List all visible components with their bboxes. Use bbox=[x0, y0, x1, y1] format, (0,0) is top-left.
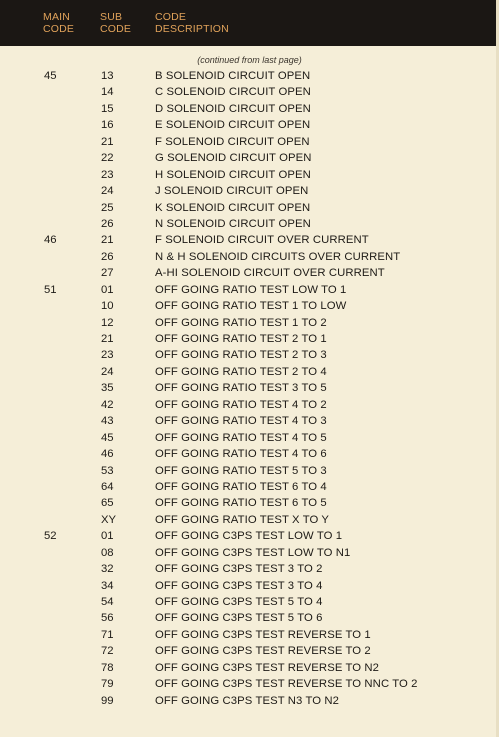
table-row bbox=[0, 693, 499, 709]
table-row bbox=[0, 183, 499, 199]
sub-code-cell: 26 bbox=[101, 250, 114, 263]
table-row bbox=[0, 84, 499, 100]
code-description-cell: OFF GOING C3PS TEST LOW TO 1 bbox=[155, 530, 343, 543]
table-row bbox=[0, 610, 499, 626]
code-description-cell: D SOLENOID CIRCUIT OPEN bbox=[155, 102, 311, 115]
main-code-cell: 51 bbox=[44, 283, 57, 296]
code-description-cell: OFF GOING C3PS TEST REVERSE TO NNC TO 2 bbox=[155, 678, 418, 691]
code-description-cell: OFF GOING RATIO TEST 5 TO 3 bbox=[155, 464, 327, 477]
table-row bbox=[0, 249, 499, 265]
sub-code-cell: 01 bbox=[101, 530, 114, 543]
sub-code-cell: 43 bbox=[101, 415, 114, 428]
table-row bbox=[0, 101, 499, 117]
code-description-cell: OFF GOING RATIO TEST 2 TO 4 bbox=[155, 365, 327, 378]
code-description-header-line-1: CODE bbox=[155, 11, 187, 23]
sub-code-cell: 32 bbox=[101, 563, 114, 576]
code-description-cell: C SOLENOID CIRCUIT OPEN bbox=[155, 86, 311, 99]
sub-code-cell: 24 bbox=[101, 185, 114, 198]
table-row bbox=[0, 331, 499, 347]
table-row bbox=[0, 397, 499, 413]
table-row bbox=[0, 134, 499, 150]
code-description-header-line-2: DESCRIPTION bbox=[155, 23, 229, 35]
sub-code-cell: 79 bbox=[101, 678, 114, 691]
sub-code-cell: 21 bbox=[101, 234, 114, 247]
sub-code-cell: 16 bbox=[101, 119, 114, 132]
code-description-cell: N SOLENOID CIRCUIT OPEN bbox=[155, 217, 311, 230]
table-row bbox=[0, 68, 499, 84]
sub-code-cell: 08 bbox=[101, 546, 114, 559]
table-row bbox=[0, 282, 499, 298]
code-description-cell: OFF GOING RATIO TEST 4 TO 2 bbox=[155, 398, 327, 411]
table-row bbox=[0, 167, 499, 183]
table-row bbox=[0, 364, 499, 380]
sub-code-cell: 25 bbox=[101, 201, 114, 214]
table-row bbox=[0, 430, 499, 446]
code-description-cell: OFF GOING C3PS TEST REVERSE TO 2 bbox=[155, 645, 371, 658]
code-description-cell: OFF GOING RATIO TEST 2 TO 3 bbox=[155, 349, 327, 362]
code-description-cell: F SOLENOID CIRCUIT OVER CURRENT bbox=[155, 234, 369, 247]
table-row bbox=[0, 627, 499, 643]
table-row bbox=[0, 413, 499, 429]
code-description-cell: OFF GOING C3PS TEST LOW TO N1 bbox=[155, 546, 351, 559]
code-description-cell: OFF GOING RATIO TEST 6 TO 4 bbox=[155, 480, 327, 493]
code-description-cell: OFF GOING RATIO TEST 4 TO 6 bbox=[155, 448, 327, 461]
table-row bbox=[0, 265, 499, 281]
code-description-cell: F SOLENOID CIRCUIT OPEN bbox=[155, 135, 310, 148]
sub-code-cell: 42 bbox=[101, 398, 114, 411]
sub-code-cell: 35 bbox=[101, 382, 114, 395]
code-description-cell: OFF GOING RATIO TEST 6 TO 5 bbox=[155, 497, 327, 510]
main-code-header-line-1: MAIN bbox=[43, 11, 71, 23]
table-row bbox=[0, 594, 499, 610]
sub-code-cell: 34 bbox=[101, 579, 114, 592]
code-description-cell: J SOLENOID CIRCUIT OPEN bbox=[155, 185, 309, 198]
code-description-cell: OFF GOING C3PS TEST N3 TO N2 bbox=[155, 694, 340, 707]
code-description-cell: E SOLENOID CIRCUIT OPEN bbox=[155, 119, 311, 132]
code-description-cell: OFF GOING RATIO TEST 4 TO 3 bbox=[155, 415, 327, 428]
table-row bbox=[0, 216, 499, 232]
table-row bbox=[0, 446, 499, 462]
code-description-cell: H SOLENOID CIRCUIT OPEN bbox=[155, 168, 311, 181]
sub-code-cell: XY bbox=[101, 513, 117, 526]
table-row bbox=[0, 545, 499, 561]
table-row bbox=[0, 495, 499, 511]
sub-code-cell: 14 bbox=[101, 86, 114, 99]
main-code-cell: 52 bbox=[44, 530, 57, 543]
sub-code-cell: 10 bbox=[101, 300, 114, 313]
table-row bbox=[0, 660, 499, 676]
sub-code-cell: 26 bbox=[101, 217, 114, 230]
sub-code-header bbox=[100, 11, 131, 35]
sub-code-cell: 01 bbox=[101, 283, 114, 296]
sub-code-cell: 13 bbox=[101, 70, 114, 82]
code-description-cell: OFF GOING C3PS TEST 5 TO 6 bbox=[155, 612, 323, 625]
code-description-header bbox=[155, 11, 229, 35]
table-row bbox=[0, 463, 499, 479]
continued-note: (continued from last page) bbox=[197, 55, 302, 65]
code-description-cell: N & H SOLENOID CIRCUITS OVER CURRENT bbox=[155, 250, 401, 263]
sub-code-cell: 45 bbox=[101, 431, 114, 444]
table-row bbox=[0, 150, 499, 166]
code-table bbox=[0, 68, 499, 709]
code-description-cell: OFF GOING C3PS TEST REVERSE TO N2 bbox=[155, 661, 380, 674]
table-row bbox=[0, 380, 499, 396]
sub-code-cell: 53 bbox=[101, 464, 114, 477]
sub-code-cell: 23 bbox=[101, 168, 114, 181]
main-code-cell: 45 bbox=[44, 70, 57, 82]
sub-code-cell: 23 bbox=[101, 349, 114, 362]
code-description-cell: OFF GOING C3PS TEST REVERSE TO 1 bbox=[155, 628, 371, 641]
sub-code-cell: 27 bbox=[101, 267, 114, 280]
sub-code-cell: 21 bbox=[101, 333, 114, 345]
table-row bbox=[0, 315, 499, 331]
code-description-cell: OFF GOING C3PS TEST 5 TO 4 bbox=[155, 596, 323, 608]
main-code-header-line-2: CODE bbox=[43, 23, 75, 35]
table-row bbox=[0, 528, 499, 544]
code-description-cell: B SOLENOID CIRCUIT OPEN bbox=[155, 70, 311, 82]
sub-code-cell: 21 bbox=[101, 135, 114, 148]
code-description-cell: OFF GOING RATIO TEST 2 TO 1 bbox=[155, 333, 327, 345]
sub-code-cell: 15 bbox=[101, 102, 114, 115]
table-row bbox=[0, 298, 499, 314]
sub-code-cell: 12 bbox=[101, 316, 114, 329]
table-header bbox=[0, 0, 499, 46]
sub-code-header-line-2: CODE bbox=[100, 23, 132, 35]
sub-code-cell: 54 bbox=[101, 596, 114, 608]
sub-code-cell: 71 bbox=[101, 628, 114, 641]
main-code-cell: 46 bbox=[44, 234, 57, 247]
table-row bbox=[0, 479, 499, 495]
table-row bbox=[0, 676, 499, 692]
code-description-cell: OFF GOING RATIO TEST 1 TO 2 bbox=[155, 316, 327, 329]
code-description-cell: OFF GOING RATIO TEST 3 TO 5 bbox=[155, 382, 327, 395]
sub-code-cell: 72 bbox=[101, 645, 114, 658]
code-description-cell: OFF GOING RATIO TEST 4 TO 5 bbox=[155, 431, 327, 444]
code-description-cell: K SOLENOID CIRCUIT OPEN bbox=[155, 201, 311, 214]
code-description-cell: OFF GOING RATIO TEST X TO Y bbox=[155, 513, 330, 526]
sub-code-cell: 78 bbox=[101, 661, 114, 674]
sub-code-cell: 64 bbox=[101, 480, 114, 493]
table-row bbox=[0, 347, 499, 363]
sub-code-header-line-1: SUB bbox=[100, 11, 123, 23]
table-row bbox=[0, 643, 499, 659]
main-code-header bbox=[43, 11, 74, 35]
sub-code-cell: 99 bbox=[101, 694, 114, 707]
table-row bbox=[0, 561, 499, 577]
code-description-cell: A-HI SOLENOID CIRCUIT OVER CURRENT bbox=[155, 267, 385, 280]
code-description-cell: OFF GOING RATIO TEST LOW TO 1 bbox=[155, 283, 347, 296]
sub-code-cell: 46 bbox=[101, 448, 114, 461]
code-description-cell: OFF GOING RATIO TEST 1 TO LOW bbox=[155, 300, 347, 313]
table-row bbox=[0, 232, 499, 248]
code-description-cell: G SOLENOID CIRCUIT OPEN bbox=[155, 152, 312, 165]
table-row bbox=[0, 117, 499, 133]
table-row bbox=[0, 200, 499, 216]
sub-code-cell: 24 bbox=[101, 365, 114, 378]
sub-code-cell: 22 bbox=[101, 152, 114, 165]
sub-code-cell: 65 bbox=[101, 497, 114, 510]
sub-code-cell: 56 bbox=[101, 612, 114, 625]
table-row bbox=[0, 578, 499, 594]
table-row bbox=[0, 512, 499, 528]
code-description-cell: OFF GOING C3PS TEST 3 TO 2 bbox=[155, 563, 323, 576]
code-description-cell: OFF GOING C3PS TEST 3 TO 4 bbox=[155, 579, 323, 592]
